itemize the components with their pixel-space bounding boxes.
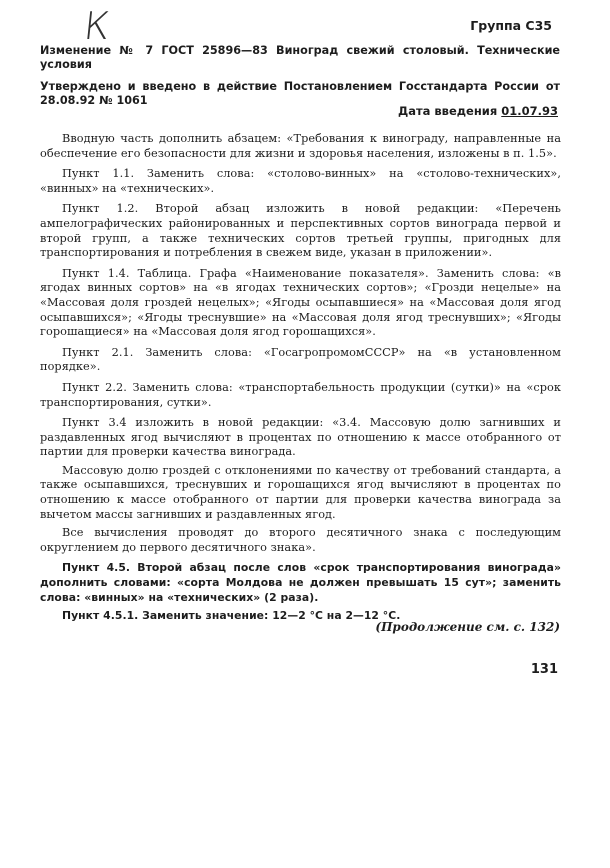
paragraph-3-4-mass: Массовую долю гроздей с отклонениями по качеству от требований стандарта, а также осыпавшихся, треснувших и горошащихся ягод вычисляют в процентах по отношению к массе отобранного от партии для проверки качества винограда за вычетом массы загнивших и раздавленных ягод. (40, 463, 561, 521)
document-body (40, 132, 561, 630)
paragraph-2-2: Пункт 2.2. Заменить слова: «транспортабельность продукции (сутки)» на «срок транспортирования, сутки». (40, 380, 561, 409)
paragraph-4-5: Пункт 4.5. Второй абзац после слов «срок транспортирования винограда» дополнить словами: «сорта Молдова не должен превышать 15 сут»; заменить слова: «винных» на «технических» (2 раза). (40, 561, 561, 604)
date-label: Дата введения (397, 104, 498, 118)
group-code: Группа С35 (470, 18, 552, 33)
page-number: 131 (530, 662, 558, 677)
paragraph-3-4: Пункт 3.4 изложить в новой редакции: «3.4. Массовую долю загнивших и раздавленных ягод вычисляют в процентах по отношению к массе отобранного от партии для проверки качества винограда. (40, 416, 561, 459)
date-value: 01.07.93 (501, 104, 558, 118)
paragraph-3-4-calc: Все вычисления проводят до второго десятичного знака с последующим округлением до первого десятичного знака». (40, 526, 561, 554)
continuation-note: (Продолжение см. с. 132) (375, 620, 560, 634)
amendment-title: Изменение № 7 ГОСТ 25896—83 Виноград свежий столовый. Технические условия (40, 44, 560, 71)
paragraph-4-5-1: Пункт 4.5.1. Заменить значение: 12—2 °С на 2—12 °С. (62, 609, 401, 623)
handwritten-mark: К (81, 4, 112, 48)
paragraph-1-4: Пункт 1.4. Таблица. Графа «Наименование показателя». Заменить слова: «в ягодах винных сортов» на «в ягодах технических сортов»; «Грозди нецелые» на «Массовая доля гроздей нецелых»; «Ягоды осыпавшиеся» на «Массовая доля ягод осыпавшихся»; «Ягоды треснувшие» на «Массовая доля ягод треснувших»; «Ягоды горошащиеся» на «Массовая доля ягод горошащихся». (40, 266, 561, 339)
paragraph-intro: Вводную часть дополнить абзацем: «Требования к винограду, направленные на обеспечение его безопасности для жизни и здоровья населения, изложены в п. 1.5». (40, 132, 561, 160)
approval-statement: Утверждено и введено в действие Постановлением Госстандарта России от 28.08.92 № 1061 (40, 80, 560, 107)
effective-date (398, 104, 558, 118)
paragraph-1-2: Пункт 1.2. Второй абзац изложить в новой редакции: «Перечень ампелографических районированных и перспективных сортов винограда первой и второй групп, а также технических сортов третьей группы, пригодных для транспортирования и потребления в свежем виде, указан в приложении». (40, 202, 561, 260)
paragraph-1-1: Пункт 1.1. Заменить слова: «столово-винных» на «столово-технических», «винных» на «технических». (40, 167, 561, 195)
paragraph-2-1: Пункт 2.1. Заменить слова: «ГосагропромомСССР» на «в установленном порядке». (40, 345, 561, 374)
